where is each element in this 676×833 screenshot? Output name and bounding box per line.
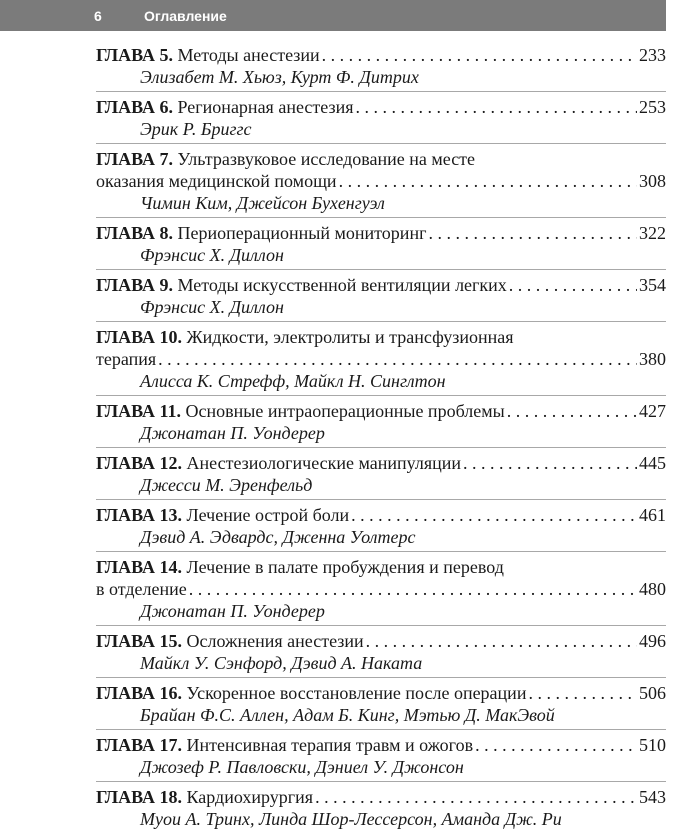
toc-entry-chapter-14[interactable]: [96, 552, 666, 626]
chapter-page: 380: [639, 349, 666, 369]
toc-entry-chapter-7[interactable]: [96, 144, 666, 218]
chapter-title: Лечение острой боли: [186, 505, 350, 525]
chapter-title-line1: Жидкости, электролиты и трансфузионная: [186, 327, 514, 347]
chapter-title: Методы анестезии: [177, 45, 320, 65]
toc-entry-chapter-5[interactable]: [96, 44, 666, 92]
chapter-page: 354: [639, 275, 666, 295]
chapter-authors: Фрэнсис Х. Диллон: [140, 245, 284, 265]
chapter-authors: Майкл У. Сэнфорд, Дэвид А. Наката: [140, 653, 423, 673]
leader-dots: [366, 630, 637, 652]
toc-entry-chapter-17[interactable]: [96, 730, 666, 782]
chapter-title: Методы искусственной вентиляции легких: [177, 275, 507, 295]
leader-dots: [158, 348, 637, 370]
chapter-label: ГЛАВА 8.: [96, 223, 174, 243]
chapter-authors: Эрик Р. Бриггс: [140, 119, 252, 139]
chapter-authors: Джозеф Р. Павловски, Дэниел У. Джонсон: [140, 757, 464, 777]
leader-dots: [509, 274, 637, 296]
chapter-label: ГЛАВА 5.: [96, 45, 174, 65]
page-header: [0, 0, 666, 31]
chapter-label: ГЛАВА 9.: [96, 275, 174, 295]
toc-entry-chapter-6[interactable]: [96, 92, 666, 144]
chapter-title: Анестезиологические манипуляции: [186, 453, 462, 473]
leader-dots: [528, 682, 637, 704]
leader-dots: [507, 400, 637, 422]
chapter-authors: Чимин Ким, Джейсон Бухенгуэл: [140, 193, 385, 213]
chapter-page: 445: [639, 453, 666, 473]
toc-entry-chapter-16[interactable]: [96, 678, 666, 730]
chapter-authors: Брайан Ф.С. Аллен, Адам Б. Кинг, Мэтью Д. МакЭвой: [140, 705, 555, 725]
leader-dots: [463, 452, 637, 474]
leader-dots: [475, 734, 637, 756]
leader-dots: [339, 170, 637, 192]
chapter-page: 461: [639, 505, 666, 525]
chapter-page: 253: [639, 97, 666, 117]
chapter-label: ГЛАВА 17.: [96, 735, 183, 755]
chapter-label: ГЛАВА 11.: [96, 401, 182, 421]
leader-dots: [315, 786, 637, 808]
chapter-title: Ускоренное восстановление после операции: [186, 683, 527, 703]
chapter-authors: Элизабет М. Хьюз, Курт Ф. Дитрих: [140, 67, 419, 87]
chapter-authors: Фрэнсис Х. Диллон: [140, 297, 284, 317]
chapter-label: ГЛАВА 18.: [96, 787, 183, 807]
chapter-title-line1: Лечение в палате пробуждения и перевод: [186, 557, 504, 577]
leader-dots: [355, 96, 637, 118]
chapter-label: ГЛАВА 14.: [96, 557, 183, 577]
chapter-authors: Джонатан П. Уондерер: [140, 601, 325, 621]
table-of-contents: [96, 44, 666, 833]
chapter-page: 480: [639, 579, 666, 599]
chapter-authors: Муои А. Тринх, Линда Шор-Лессерсон, Аманда Дж. Ри: [140, 809, 562, 829]
toc-entry-chapter-18[interactable]: [96, 782, 666, 833]
chapter-page: 506: [639, 683, 666, 703]
chapter-page: 496: [639, 631, 666, 651]
chapter-authors: Джесси М. Эренфельд: [140, 475, 313, 495]
chapter-title-line2: терапия: [96, 349, 157, 369]
chapter-title: Осложнения анестезии: [186, 631, 364, 651]
chapter-page: 322: [639, 223, 666, 243]
leader-dots: [428, 222, 637, 244]
chapter-title: Регионарная анестезия: [177, 97, 354, 117]
chapter-page: 543: [639, 787, 666, 807]
chapter-page: 233: [639, 45, 666, 65]
chapter-page: 510: [639, 735, 666, 755]
page-number: 6: [94, 8, 102, 24]
header-title: Оглавление: [144, 8, 227, 24]
chapter-label: ГЛАВА 12.: [96, 453, 183, 473]
toc-entry-chapter-13[interactable]: [96, 500, 666, 552]
chapter-label: ГЛАВА 13.: [96, 505, 183, 525]
chapter-title-line1: Ультразвуковое исследование на месте: [177, 149, 476, 169]
leader-dots: [351, 504, 637, 526]
toc-entry-chapter-10[interactable]: [96, 322, 666, 396]
chapter-label: ГЛАВА 16.: [96, 683, 183, 703]
chapter-label: ГЛАВА 10.: [96, 327, 183, 347]
toc-entry-chapter-8[interactable]: [96, 218, 666, 270]
chapter-title-line2: в отделение: [96, 579, 187, 599]
chapter-label: ГЛАВА 7.: [96, 149, 174, 169]
chapter-page: 427: [639, 401, 666, 421]
leader-dots: [322, 44, 637, 66]
chapter-label: ГЛАВА 6.: [96, 97, 174, 117]
chapter-label: ГЛАВА 15.: [96, 631, 183, 651]
toc-entry-chapter-12[interactable]: [96, 448, 666, 500]
toc-entry-chapter-11[interactable]: [96, 396, 666, 448]
chapter-authors: Дэвид А. Эдвардс, Дженна Уолтерс: [140, 527, 416, 547]
leader-dots: [189, 578, 637, 600]
chapter-authors: Джонатан П. Уондерер: [140, 423, 325, 443]
chapter-title: Интенсивная терапия травм и ожогов: [186, 735, 474, 755]
chapter-page: 308: [639, 171, 666, 191]
chapter-authors: Алисса К. Стрефф, Майкл Н. Синглтон: [140, 371, 446, 391]
toc-entry-chapter-9[interactable]: [96, 270, 666, 322]
chapter-title: Периоперационный мониторинг: [177, 223, 427, 243]
chapter-title: Основные интраоперационные проблемы: [185, 401, 505, 421]
chapter-title-line2: оказания медицинской помощи: [96, 171, 337, 191]
toc-entry-chapter-15[interactable]: [96, 626, 666, 678]
chapter-title: Кардиохирургия: [186, 787, 314, 807]
